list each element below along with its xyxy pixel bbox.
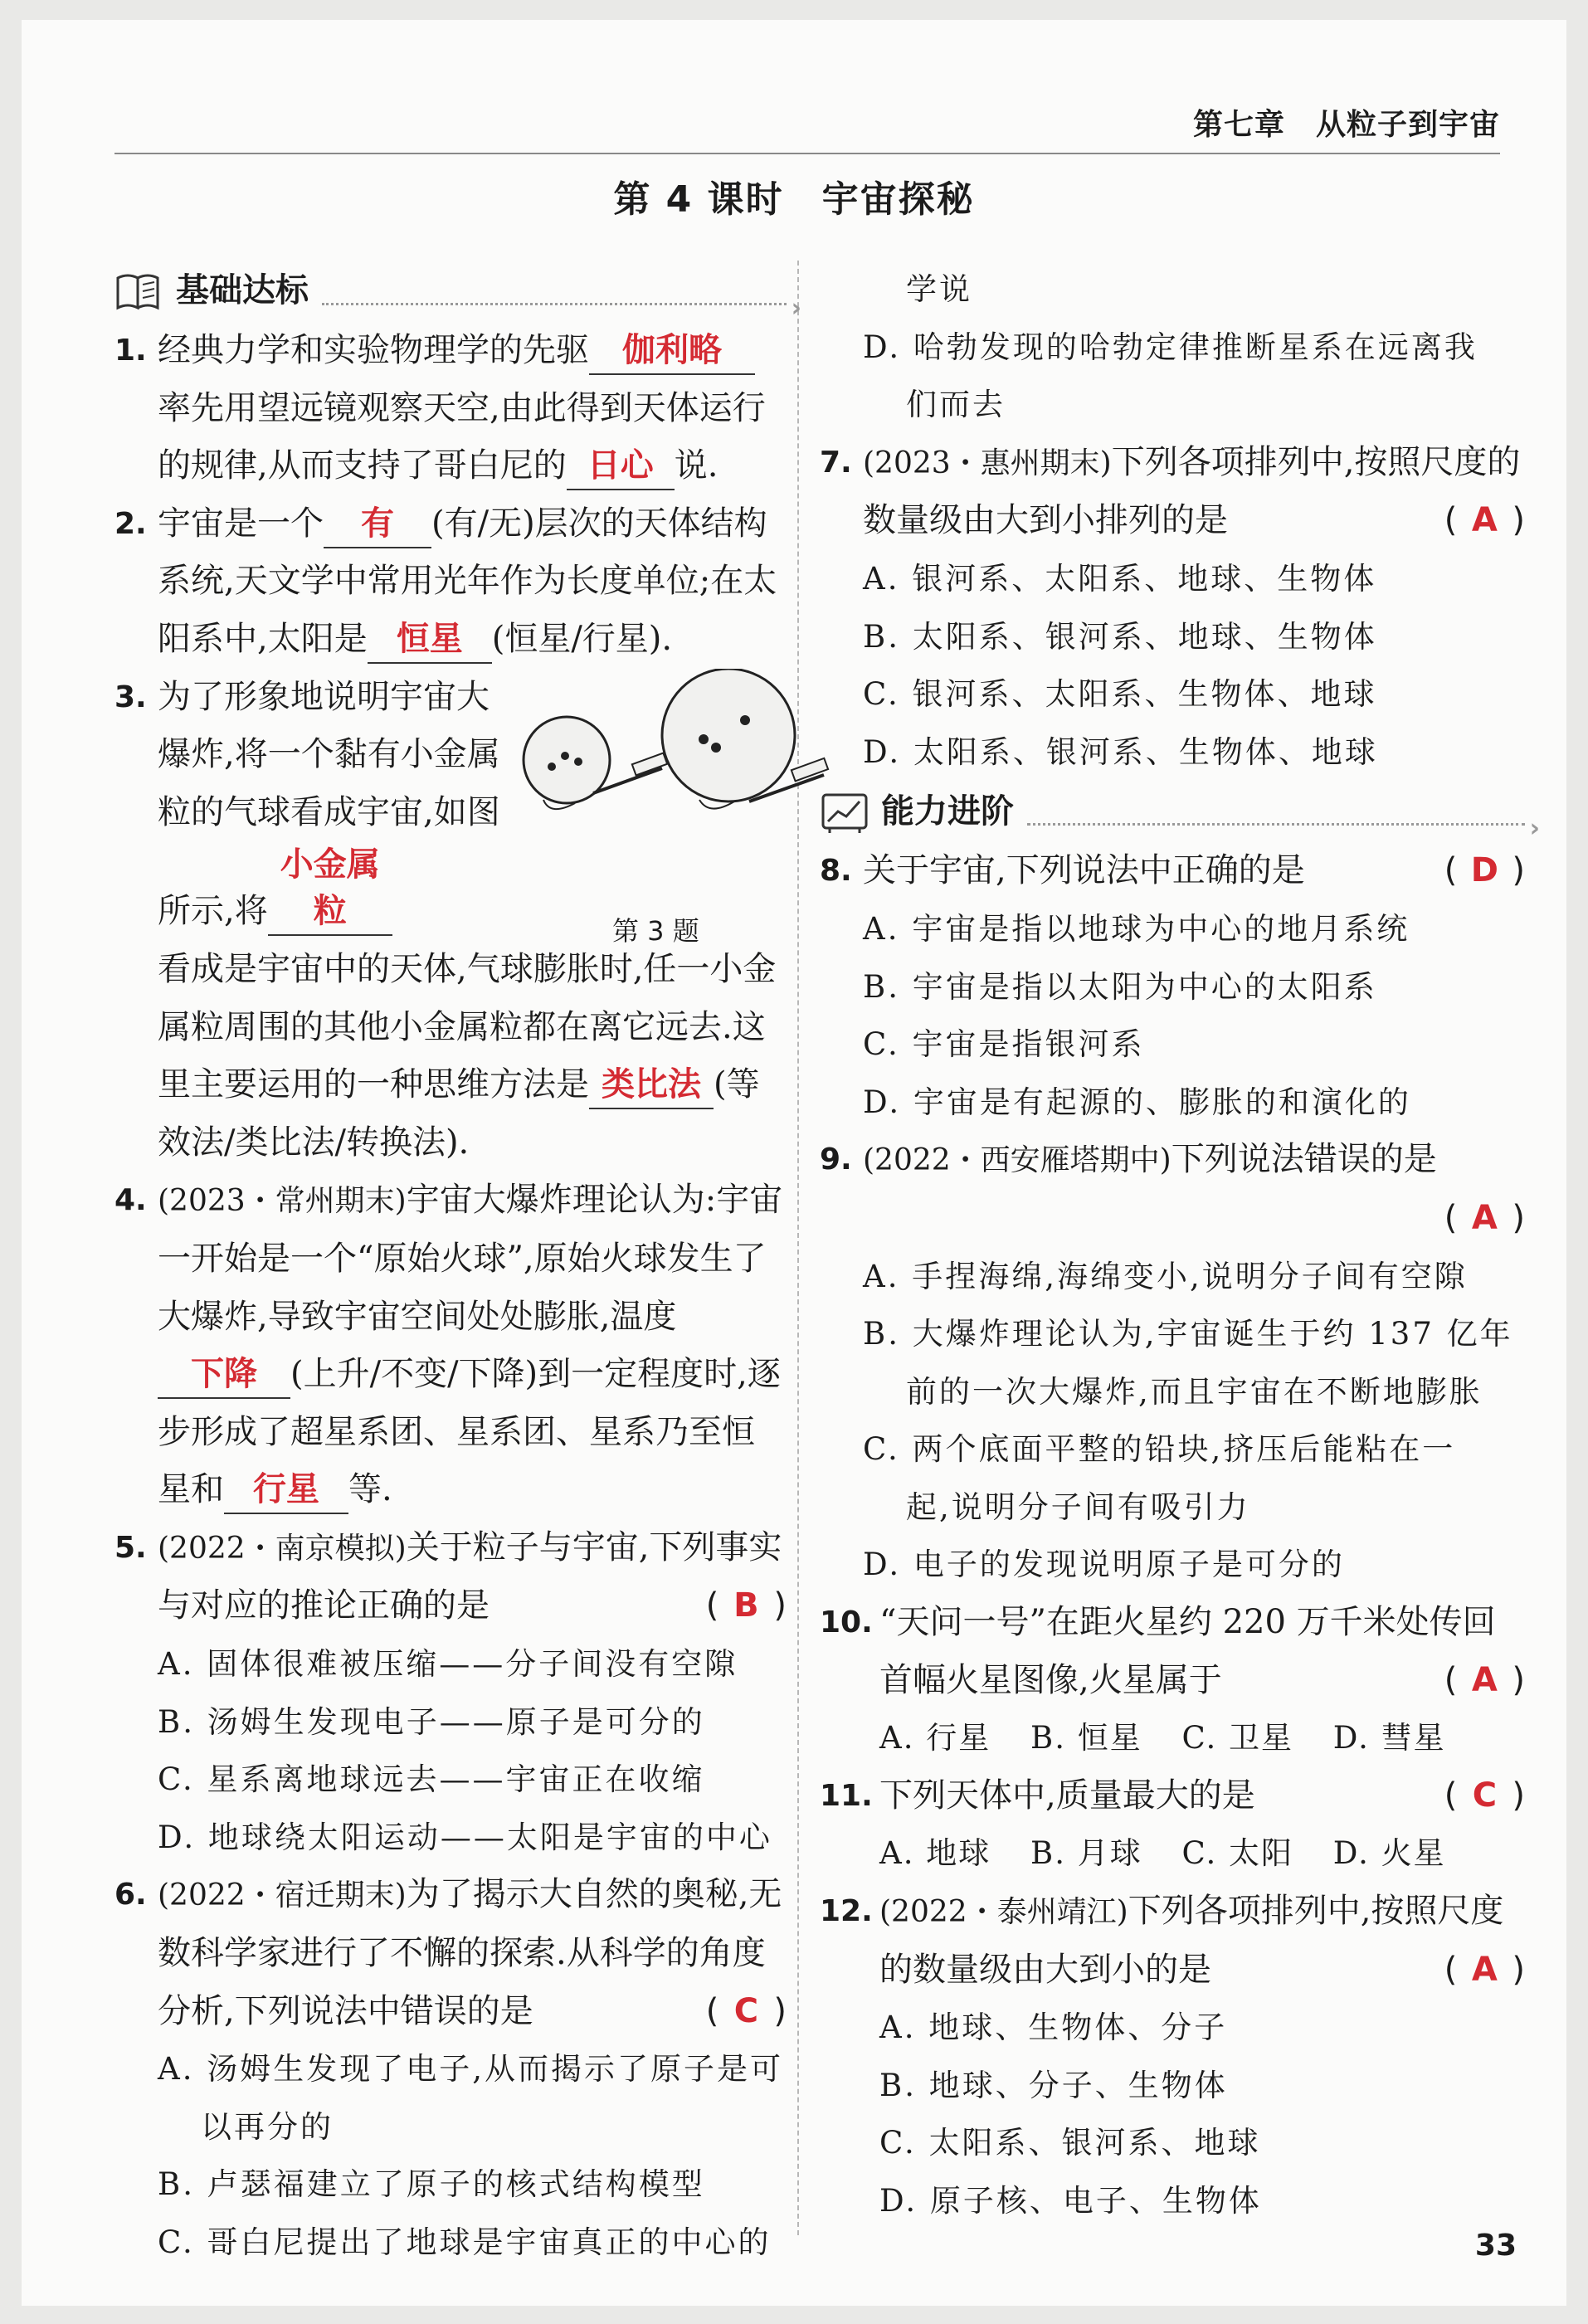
option-b: B. 汤姆生发现电子——原子是可分的	[158, 1703, 705, 1740]
question-text: 下列说法错误的是	[1171, 1140, 1437, 1179]
question-text: “天问一号”在距火星约 220 万千米处传回	[879, 1603, 1496, 1642]
question-number: 10.	[820, 1605, 873, 1640]
option-a: A. 地球	[879, 1835, 991, 1872]
question-source: (2023・常州期末)	[158, 1184, 407, 1219]
answer-blank: 伽利略	[589, 327, 755, 375]
question-source: (2022・南京模拟)	[158, 1531, 407, 1566]
figure-caption: 第 3 题	[612, 914, 699, 947]
answer-paren: ( D )	[1444, 842, 1525, 900]
worksheet-page	[22, 20, 1566, 2306]
question-text: (等效法/类比法/转换法).	[158, 1065, 760, 1162]
answer-choice: B	[733, 1586, 759, 1625]
option-c: C. 星系离地球远去——宇宙正在收缩	[158, 1761, 705, 1798]
section-basic	[114, 261, 787, 322]
question-7	[820, 434, 1525, 550]
question-text: (恒星/行星).	[491, 619, 673, 658]
option-d: D. 太阳系、银河系、生物体、地球	[863, 733, 1378, 770]
answer-choice: A	[1471, 1950, 1498, 1989]
question-12	[820, 1883, 1525, 1999]
question-number: 1.	[114, 334, 147, 368]
answer-paren-row	[863, 1190, 1525, 1248]
question-number: 8.	[820, 854, 852, 889]
question-number: 4.	[114, 1183, 147, 1218]
balloon-figure	[492, 669, 840, 918]
answer-paren: ( A )	[1444, 1652, 1525, 1710]
question-3	[114, 669, 787, 1172]
answer-paren: ( C )	[706, 1983, 787, 2041]
answer-paren: ( A )	[1444, 1942, 1525, 2000]
section-dots	[322, 303, 787, 305]
answer-blank: 日心	[567, 442, 675, 490]
options-row	[820, 1709, 1525, 1767]
answer-choice: A	[1471, 1660, 1498, 1699]
option-a: A. 汤姆生发现了电子,从而揭示了原子是可	[158, 2051, 784, 2088]
question-text: 为了形象地说明宇宙大爆炸,将一个黏有小金属粒的气球看成宇宙,如图所示,将	[158, 677, 500, 931]
question-source: (2022・西安雁塔期中)	[863, 1143, 1172, 1178]
question-text: 经典力学和实验物理学的先驱	[158, 331, 589, 369]
option-d: D. 彗星	[1332, 1720, 1446, 1756]
question-text: 宇宙是一个	[158, 504, 324, 543]
answer-blank: 小金属粒	[268, 841, 392, 936]
question-text-wrap	[158, 669, 506, 941]
section-advanced	[820, 781, 1525, 842]
question-text: 看成是宇宙中的天体,气球膨胀时,任一小金属粒周围的其他小金属粒都在离它远去.这里主要运用的一种思维方法是	[158, 949, 777, 1104]
question-number: 11.	[820, 1778, 873, 1813]
option-c-cont: 起,说明分子间有吸引力	[906, 1488, 1250, 1525]
option-c-cont: 学说	[906, 271, 972, 307]
page-number: 33	[1474, 2229, 1517, 2263]
question-text: 首幅火星图像,火星属于	[879, 1660, 1222, 1699]
answer-blank: 恒星	[368, 616, 492, 664]
chart-icon	[820, 790, 870, 833]
answer-paren: ( A )	[1444, 1199, 1525, 1237]
question-number: 5.	[114, 1530, 147, 1565]
question-9	[820, 1131, 1525, 1247]
section-title: 能力进阶	[881, 792, 1014, 831]
option-a: A. 宇宙是指以地球为中心的地月系统	[863, 910, 1410, 947]
answer-choice: A	[1471, 501, 1498, 540]
chapter-header: 第七章 从粒子到宇宙	[1192, 108, 1500, 142]
option-b: B. 大爆炸理论认为,宇宙诞生于约 137 亿年	[863, 1316, 1513, 1352]
option-a: A. 行星	[879, 1720, 991, 1756]
answer-blank: 有	[324, 500, 431, 548]
question-text: 宇宙大爆炸理论认为:宇宙一开始是一个“原始火球”,原始火球发生了大爆炸,导致宇宙空间处处膨胀,温度	[158, 1181, 783, 1336]
option-d: D. 原子核、电子、生物体	[879, 2183, 1262, 2219]
question-text: 说.	[674, 446, 718, 485]
question-text: (有/无)层次的天体结构系统,天文学中常用光年作为长度单位;在太阳系中,太阳是	[158, 504, 777, 658]
question-text: 率先用望远镜观察天空,由此得到天体运行的规律,从而支持了哥白尼的	[158, 388, 766, 485]
header-rule	[114, 153, 1500, 154]
lesson-title: 第 4 课时 宇宙探秘	[613, 178, 975, 221]
answer-choice: C	[1472, 1776, 1498, 1815]
question-2	[114, 495, 787, 669]
question-source: (2023・惠州期末)	[863, 446, 1112, 480]
option-b: B. 卢瑟福建立了原子的核式结构模型	[158, 2166, 705, 2203]
option-c: C. 宇宙是指银河系	[863, 1026, 1145, 1063]
option-a: A. 手捏海绵,海绵变小,说明分子间有空隙	[863, 1258, 1468, 1294]
option-a: A. 固体很难被压缩——分子间没有空隙	[158, 1646, 738, 1683]
option-c: C. 银河系、太阳系、生物体、地球	[863, 676, 1377, 713]
option-a-cont: 以再分的	[201, 2108, 334, 2145]
answer-paren: ( A )	[1444, 492, 1525, 550]
question-text: (上升/不变/下降)到一定程度时,逐步形成了超星系团、星系团、星系乃至恒星和	[158, 1355, 781, 1509]
option-b: B. 太阳系、银河系、地球、生物体	[863, 618, 1377, 655]
question-1	[114, 322, 787, 495]
option-b: B. 宇宙是指以太阳为中心的太阳系	[863, 968, 1377, 1005]
option-c: C. 卫星	[1181, 1720, 1294, 1756]
column-divider	[797, 261, 799, 2235]
question-source: (2022・泰州靖江)	[879, 1895, 1128, 1930]
answer-paren: ( C )	[1444, 1767, 1525, 1825]
option-d: D. 地球绕太阳运动——太阳是宇宙的中心	[158, 1819, 772, 1855]
option-b: B. 月球	[1030, 1835, 1142, 1872]
question-10	[820, 1594, 1525, 1709]
question-number: 6.	[114, 1878, 147, 1912]
question-text: 下列各项排列中,按照尺度的数量级由大到小的是	[879, 1892, 1504, 1989]
question-text: 等.	[348, 1470, 392, 1509]
option-d: D. 电子的发现说明原子是可分的	[863, 1547, 1345, 1583]
question-8	[820, 842, 1525, 900]
option-b: B. 地球、分子、生物体	[879, 2067, 1228, 2103]
question-text: 关于粒子与宇宙,下列事实与对应的推论正确的是	[158, 1527, 782, 1625]
question-text: 下列天体中,质量最大的是	[879, 1776, 1255, 1815]
answer-choice: C	[733, 1991, 759, 2030]
question-4	[114, 1172, 787, 1519]
option-c: C. 太阳系、银河系、地球	[879, 2125, 1261, 2161]
option-d: D. 火星	[1332, 1835, 1446, 1872]
answer-blank: 行星	[224, 1466, 348, 1514]
right-column	[820, 261, 1525, 2230]
section-title: 基础达标	[176, 271, 309, 310]
option-d: D. 哈勃发现的哈勃定律推断星系在远离我	[863, 329, 1478, 365]
question-text: 关于宇宙,下列说法中正确的是	[863, 851, 1305, 890]
option-c: C. 两个底面平整的铅块,挤压后能粘在一	[863, 1431, 1456, 1468]
options-row	[820, 1825, 1525, 1883]
option-d: D. 宇宙是有起源的、膨胀的和演化的	[863, 1084, 1411, 1120]
question-text: 为了揭示大自然的奥秘,无数科学家进行了不懈的探索.从科学的角度分析,下列说法中错误的是	[158, 1875, 782, 2030]
answer-paren: ( B )	[706, 1577, 787, 1635]
answer-choice: D	[1470, 851, 1498, 890]
option-c: C. 太阳	[1181, 1835, 1294, 1872]
question-number: 2.	[114, 506, 147, 541]
question-number: 3.	[114, 680, 147, 714]
question-number: 12.	[820, 1894, 873, 1929]
question-11	[820, 1767, 1525, 1825]
answer-choice: A	[1471, 1198, 1498, 1237]
option-d-cont: 们而去	[906, 387, 1006, 423]
book-icon	[114, 270, 164, 313]
question-number: 7.	[820, 445, 852, 480]
section-dots	[1027, 823, 1525, 826]
option-c: C. 哥白尼提出了地球是宇宙真正的中心的	[158, 2224, 772, 2260]
answer-blank: 类比法	[589, 1061, 714, 1109]
question-5	[114, 1519, 787, 1635]
question-text: 下列各项排列中,按照尺度的数量级由大到小排列的是	[863, 442, 1521, 540]
answer-blank: 下降	[158, 1351, 290, 1399]
question-source: (2022・宿迁期末)	[158, 1878, 407, 1913]
option-b: B. 恒星	[1030, 1720, 1142, 1756]
option-b-cont: 前的一次大爆炸,而且宇宙在不断地膨胀	[906, 1373, 1483, 1410]
question-number: 9.	[820, 1143, 852, 1177]
option-a: A. 银河系、太阳系、地球、生物体	[863, 560, 1377, 597]
option-a: A. 地球、生物体、分子	[879, 2010, 1228, 2046]
question-6	[114, 1866, 787, 2040]
left-column	[114, 261, 787, 2272]
